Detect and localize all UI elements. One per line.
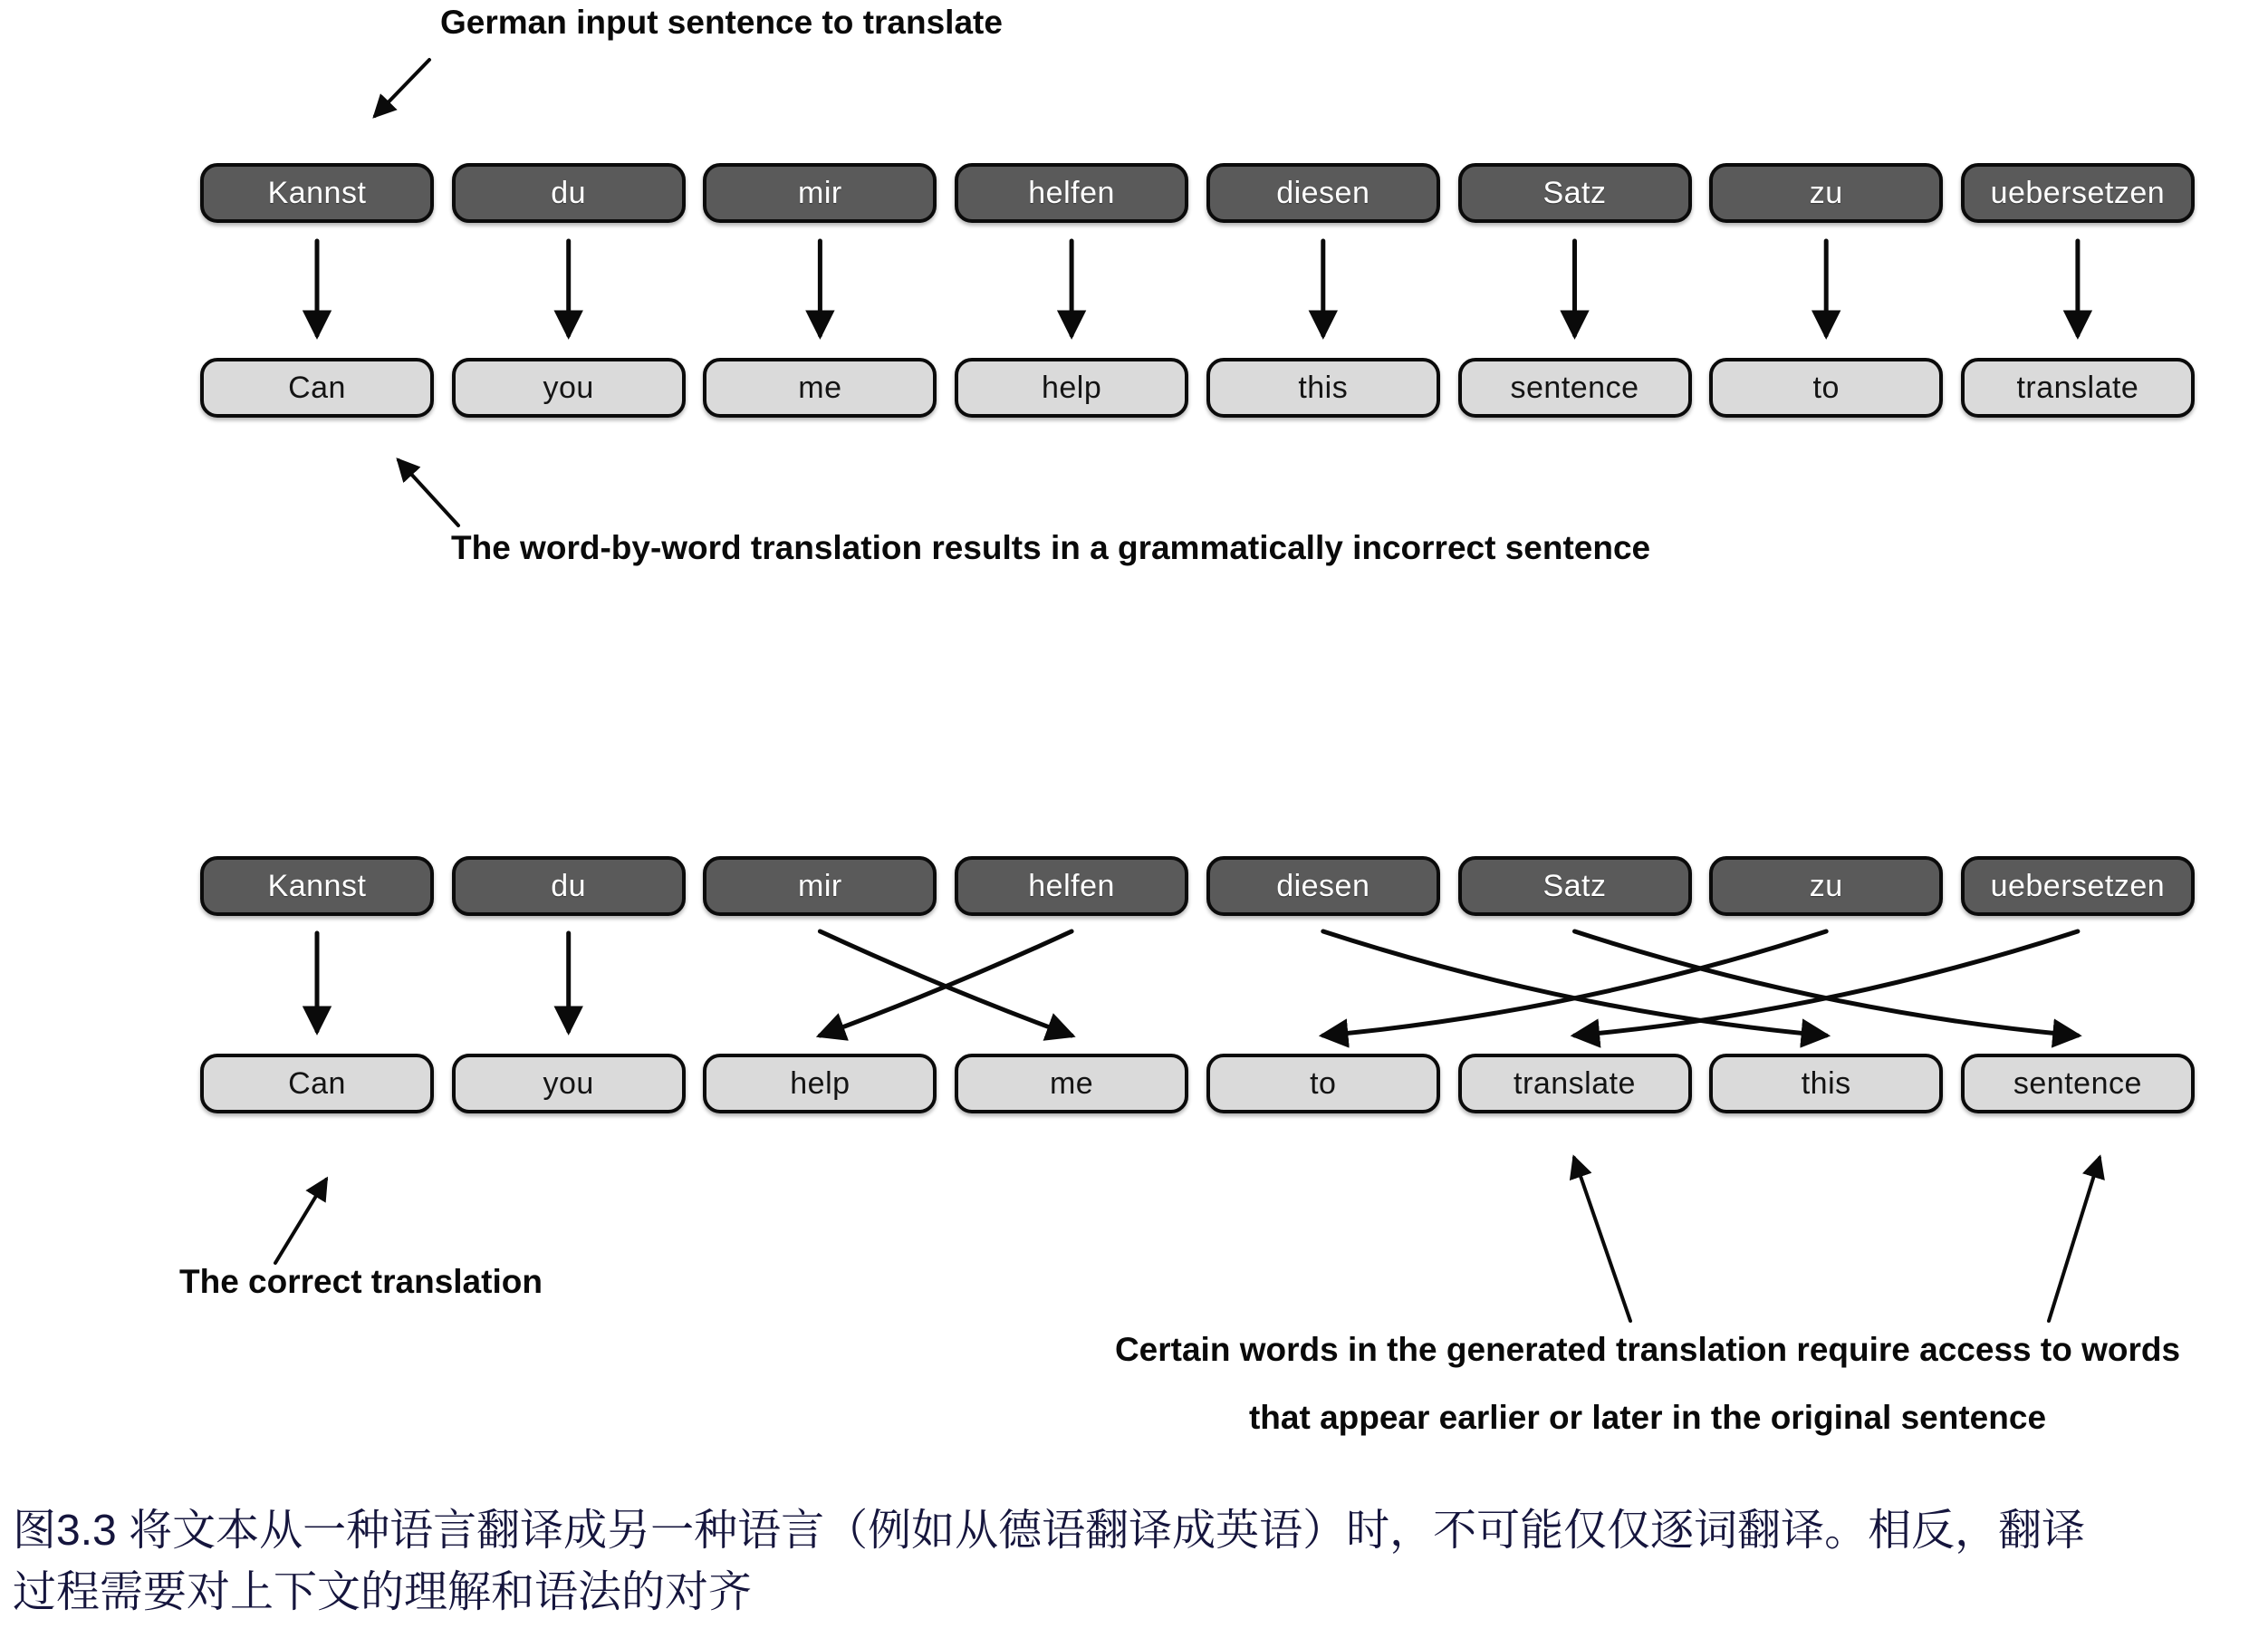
english-word-pill-help: help bbox=[955, 358, 1188, 418]
figure-caption-line1: 图3.3 将文本从一种语言翻译成另一种语言（例如从德语翻译成英语）时，不可能仅仅逐词翻译。相反，翻译 bbox=[13, 1507, 2086, 1555]
figure-caption bbox=[13, 1500, 2259, 1624]
german-word-pill-diesen: diesen bbox=[1206, 856, 1440, 916]
english-word-pill-me: me bbox=[955, 1054, 1188, 1113]
pointer-arrow-correct-translation bbox=[275, 1180, 326, 1263]
english-word-pill-can: Can bbox=[200, 358, 434, 418]
german-word-pill-du: du bbox=[452, 163, 686, 223]
figure-caption-line2: 过程需要对上下文的理解和语法的对齐 bbox=[13, 1568, 753, 1616]
german-word-pill-zu: zu bbox=[1709, 856, 1943, 916]
english-word-pill-can: Can bbox=[200, 1054, 434, 1113]
german-word-pill-satz: Satz bbox=[1458, 856, 1692, 916]
english-word-pill-me: me bbox=[703, 358, 937, 418]
english-word-pill-translate: translate bbox=[1961, 358, 2195, 418]
english-word-pill-to: to bbox=[1709, 358, 1943, 418]
english-word-pill-sentence: sentence bbox=[1458, 358, 1692, 418]
english-word-pill-help: help bbox=[703, 1054, 937, 1113]
german-word-pill-mir: mir bbox=[703, 856, 937, 916]
pointer-arrow-attention-sentence bbox=[2049, 1158, 2100, 1321]
english-word-pill-you: you bbox=[452, 1054, 686, 1113]
german-word-pill-satz: Satz bbox=[1458, 163, 1692, 223]
annotation-german-input: German input sentence to translate bbox=[440, 4, 1003, 41]
german-word-pill-zu: zu bbox=[1709, 163, 1943, 223]
german-word-pill-helfen: helfen bbox=[955, 163, 1188, 223]
annotation-word-by-word: The word-by-word translation results in a grammatically incorrect sentence bbox=[451, 529, 1651, 566]
english-word-pill-this: this bbox=[1709, 1054, 1943, 1113]
english-word-pill-sentence: sentence bbox=[1961, 1054, 2195, 1113]
english-word-pill-translate: translate bbox=[1458, 1054, 1692, 1113]
german-word-pill-du: du bbox=[452, 856, 686, 916]
german-word-pill-uebersetzen: uebersetzen bbox=[1961, 163, 2195, 223]
german-word-pill-kannst: Kannst bbox=[200, 856, 434, 916]
pointer-arrow-attention-translate bbox=[1574, 1158, 1630, 1321]
german-word-pill-helfen: helfen bbox=[955, 856, 1188, 916]
annotation-attention bbox=[1076, 1315, 2219, 1451]
german-word-pill-uebersetzen: uebersetzen bbox=[1961, 856, 2195, 916]
annotation-attention-line1: Certain words in the generated translation require access to words bbox=[1114, 1331, 2181, 1368]
german-word-pill-kannst: Kannst bbox=[200, 163, 434, 223]
german-word-pill-mir: mir bbox=[703, 163, 937, 223]
english-word-pill-this: this bbox=[1206, 358, 1440, 418]
annotation-attention-line2: that appear earlier or later in the original sentence bbox=[1248, 1399, 2047, 1436]
pointer-arrow-word-by-word bbox=[399, 460, 458, 525]
german-word-pill-diesen: diesen bbox=[1206, 163, 1440, 223]
english-word-pill-you: you bbox=[452, 358, 686, 418]
pointer-arrow-german-input bbox=[375, 60, 429, 116]
english-word-pill-to: to bbox=[1206, 1054, 1440, 1113]
annotation-correct-translation: The correct translation bbox=[179, 1263, 543, 1300]
